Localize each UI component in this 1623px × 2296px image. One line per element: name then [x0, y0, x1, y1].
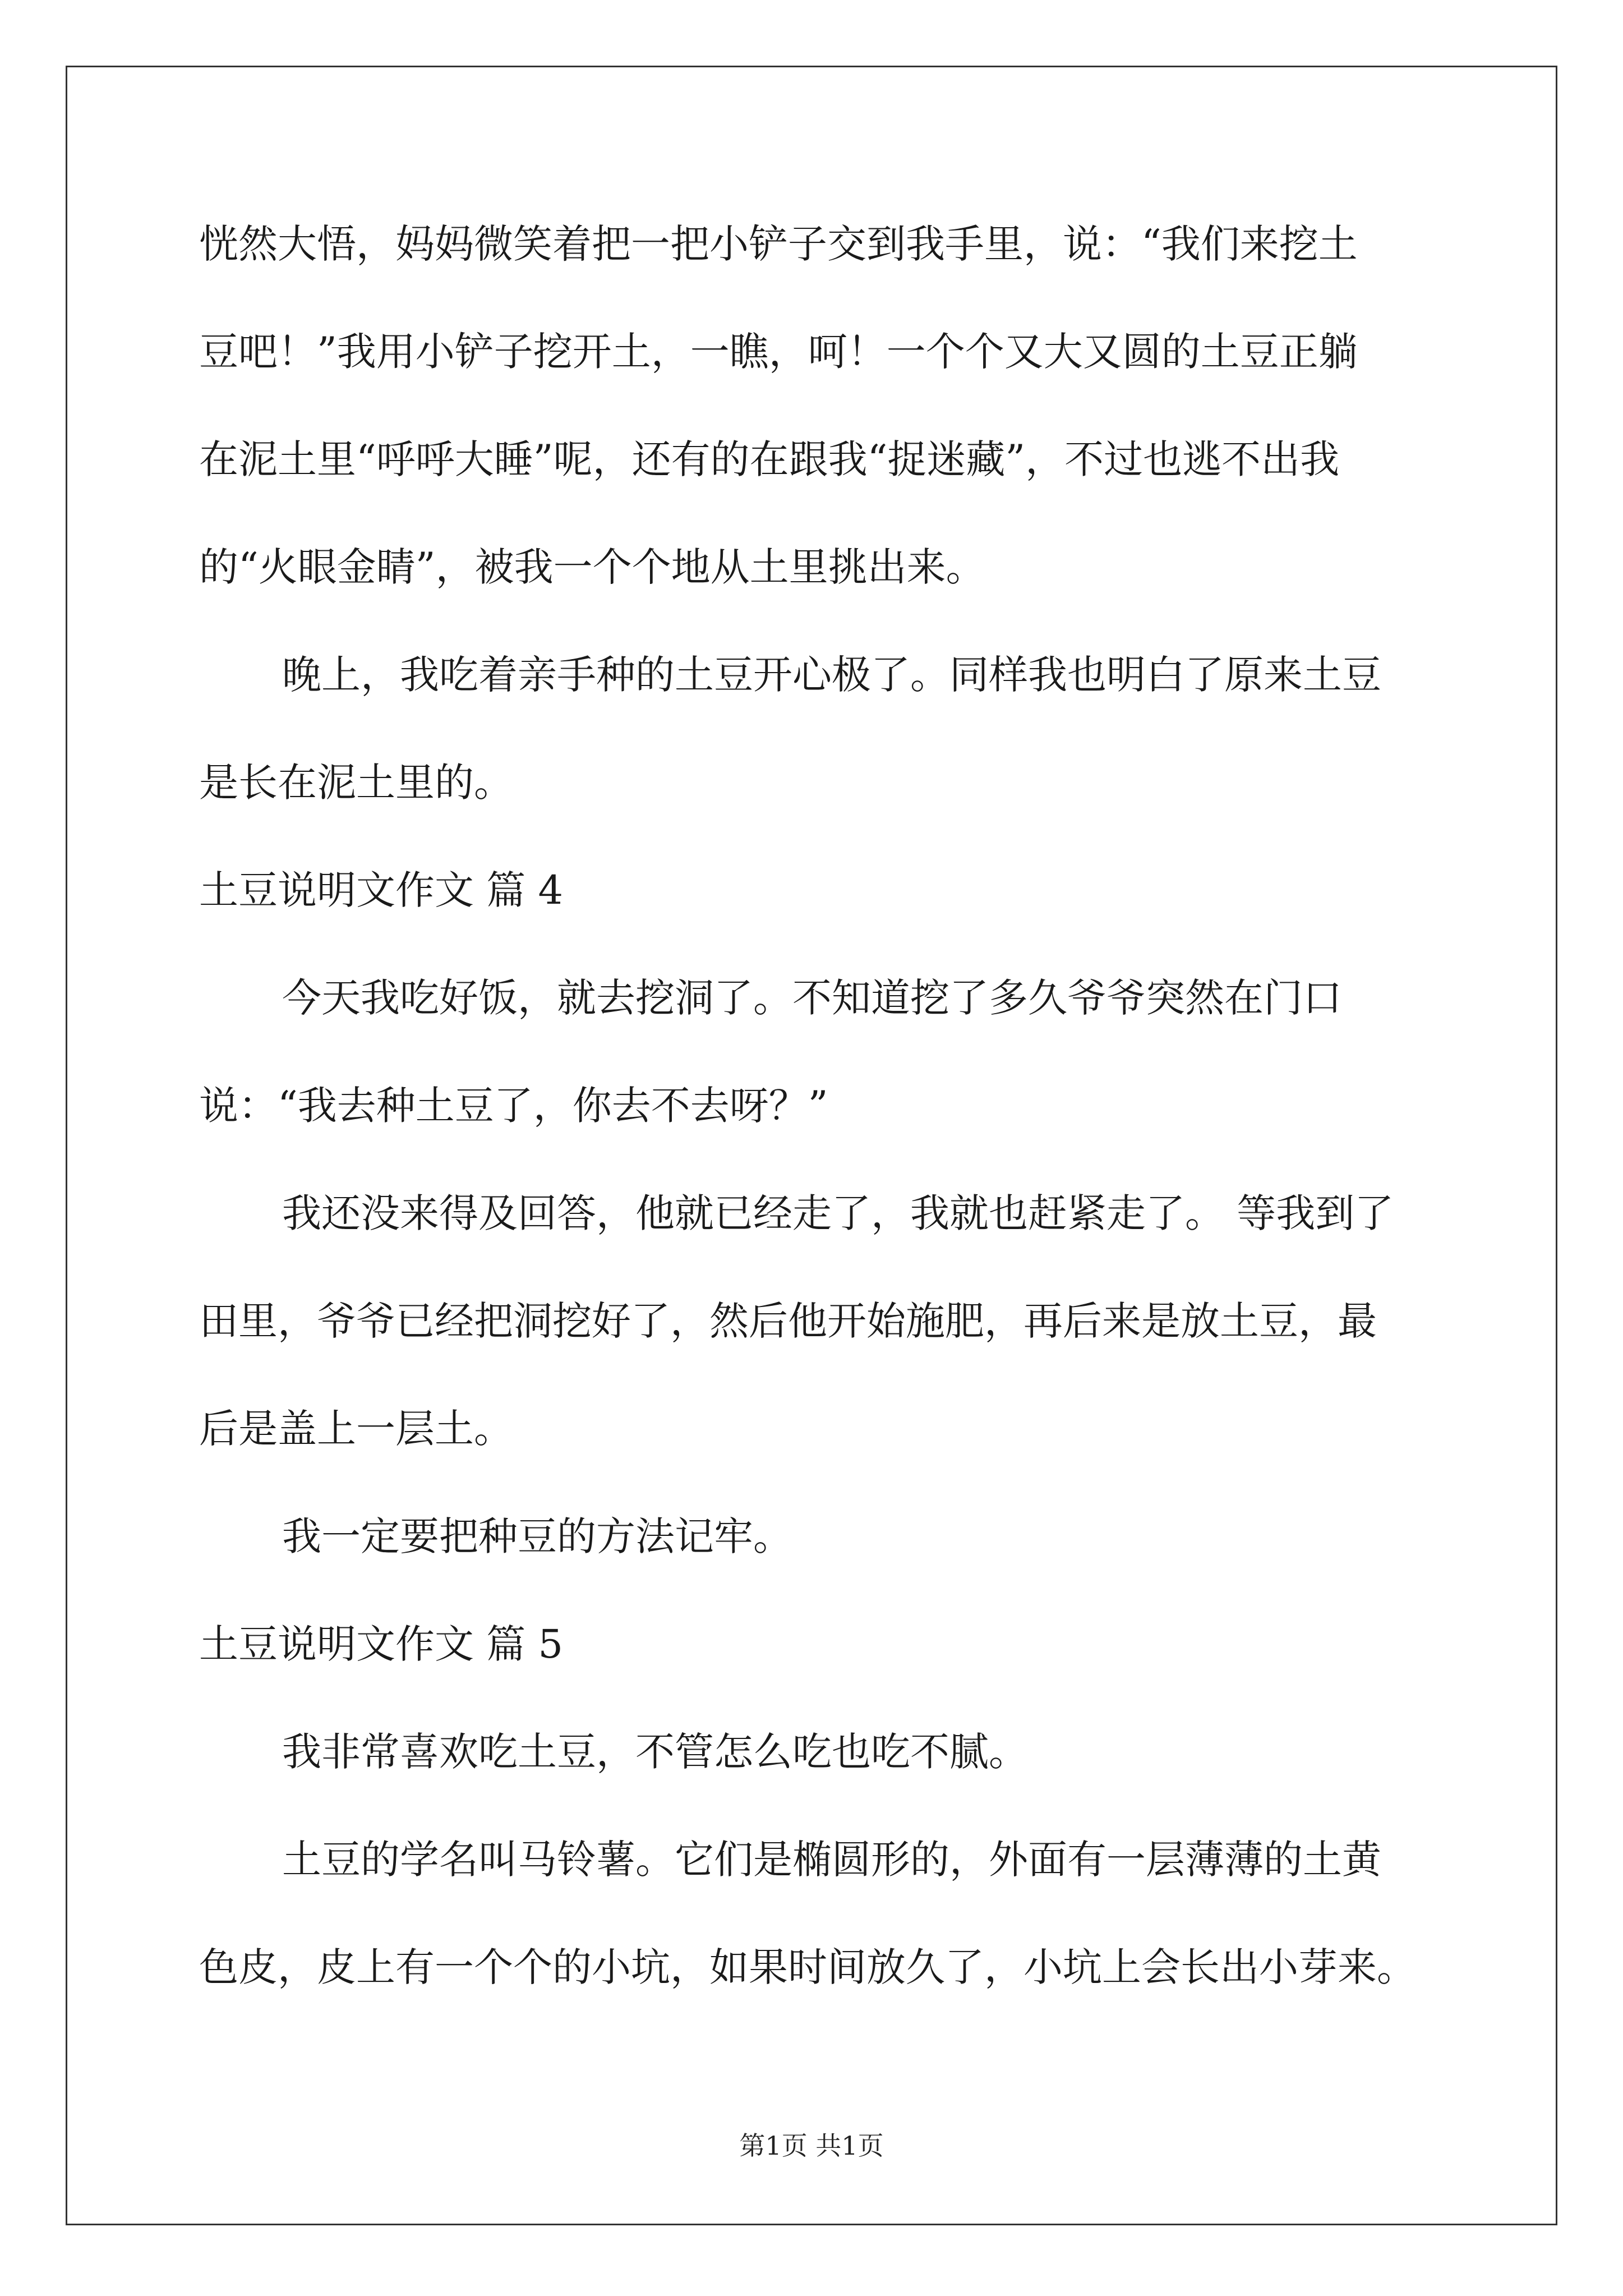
paragraph-start-line: 土豆的学名叫马铃薯。它们是椭圆形的，外面有一层薄薄的土黄 — [282, 1837, 1381, 1883]
section-heading-4: 土豆说明文作文 篇 4 — [199, 867, 564, 913]
text-line: 在泥土里“呼呼大睡”呢，还有的在跟我“捉迷藏”，不过也逃不出我 — [199, 436, 1340, 482]
text-line: 后是盖上一层土。 — [199, 1406, 513, 1452]
text-line: 恍然大悟，妈妈微笑着把一把小铲子交到我手里，说：“我们来挖土 — [199, 221, 1358, 267]
paragraph-start-line: 我还没来得及回答，他就已经走了，我就也赶紧走了。 等我到了 — [282, 1190, 1394, 1236]
text-line: 豆吧！”我用小铲子挖开土，一瞧，呵！一个个又大又圆的土豆正躺 — [199, 329, 1358, 375]
text-line: 说：“我去种土豆了，你去不去呀？” — [199, 1083, 828, 1129]
paragraph-start-line: 今天我吃好饭，就去挖洞了。不知道挖了多久爷爷突然在门口 — [282, 975, 1342, 1021]
paragraph-start-line: 晚上，我吃着亲手种的土豆开心极了。同样我也明白了原来土豆 — [282, 652, 1381, 698]
text-line: 田里，爷爷已经把洞挖好了，然后他开始施肥，再后来是放土豆，最 — [199, 1298, 1377, 1344]
text-line: 是长在泥土里的。 — [199, 760, 513, 806]
page-footer: 第1页 共1页 — [739, 2131, 884, 2161]
text-line: 色皮，皮上有一个个的小坑，如果时间放久了，小坑上会长出小芽来。 — [199, 1944, 1416, 1990]
text-line: 的“火眼金睛”，被我一个个地从土里挑出来。 — [199, 544, 985, 590]
paragraph-start-line: 我一定要把种豆的方法记牢。 — [282, 1513, 792, 1559]
paragraph-start-line: 我非常喜欢吃土豆，不管怎么吃也吃不腻。 — [282, 1729, 1028, 1775]
section-heading-5: 土豆说明文作文 篇 5 — [199, 1621, 564, 1667]
page-border — [66, 66, 1557, 2225]
